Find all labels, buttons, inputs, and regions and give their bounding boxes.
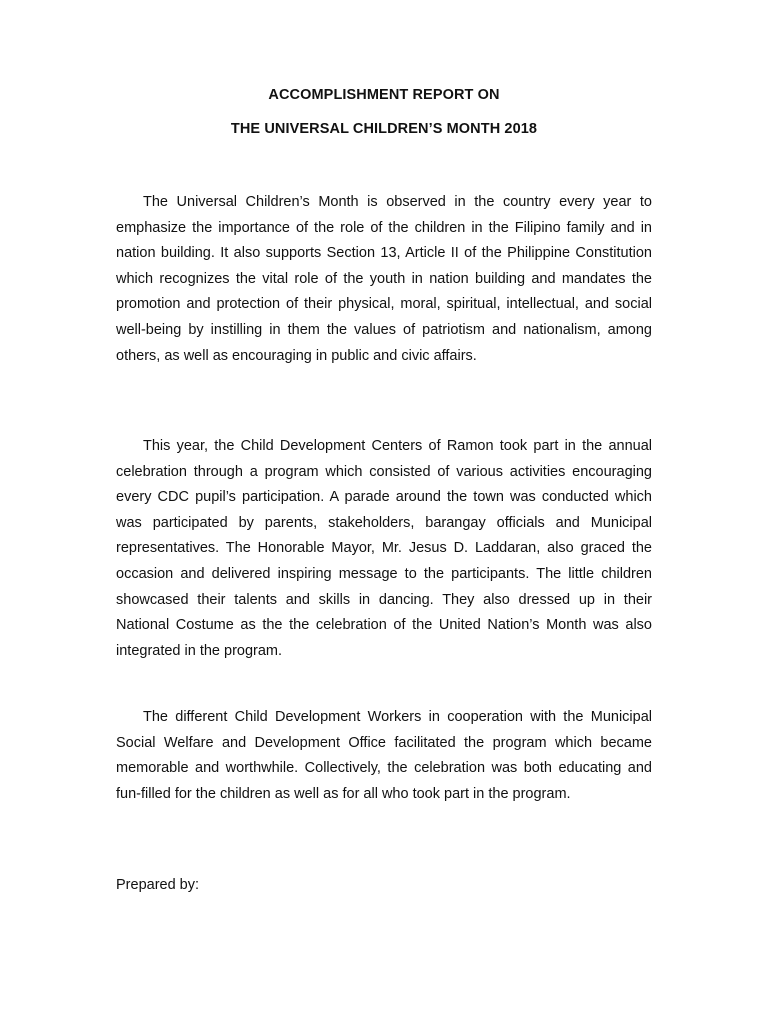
paragraph-activities: This year, the Child Development Centers of Ramon took part in the annual celebration through a program which consisted of various activities encouraging every CDC pupil’s participation. A parade around the town was conducted which was participated by parents, stakeholders, barangay officials and Municipal representatives. The Honorable Mayor, Mr. Jesus D. Laddaran, also graced the occasion and delivered inspiring message to the participants. The little children showcased their talents and skills in dancing. They also dressed up in their National Costume as the the celebration of the United Nation’s Month was also integrated in the program. [116, 438, 652, 659]
prepared-by-label: Prepared by: [116, 877, 200, 893]
paragraph-conclusion: The different Child Development Workers in cooperation with the Municipal Social Welfare and Development Office facilitated the program which became memorable and worthwhile. Collectively, the celebration was both educating and fun-filled for the children as well as for all who took part in the program. [116, 709, 652, 802]
report-subtitle: THE UNIVERSAL CHILDREN’S MONTH 2018 [230, 121, 538, 137]
report-title: ACCOMPLISHMENT REPORT ON [268, 87, 500, 103]
paragraph-intro: The Universal Children’s Month is observed in the country every year to emphasize the importance of the role of the children in the Filipino family and in nation building. It also supports Section 13, Article II of the Philippine Constitution which recognizes the vital role of the youth in nation building and mandates the promotion and protection of their physical, moral, spiritual, intellectual, and social well-being by instilling in them the values of patriotism and nationalism, among others, as well as encouraging in public and civic affairs. [116, 194, 652, 364]
